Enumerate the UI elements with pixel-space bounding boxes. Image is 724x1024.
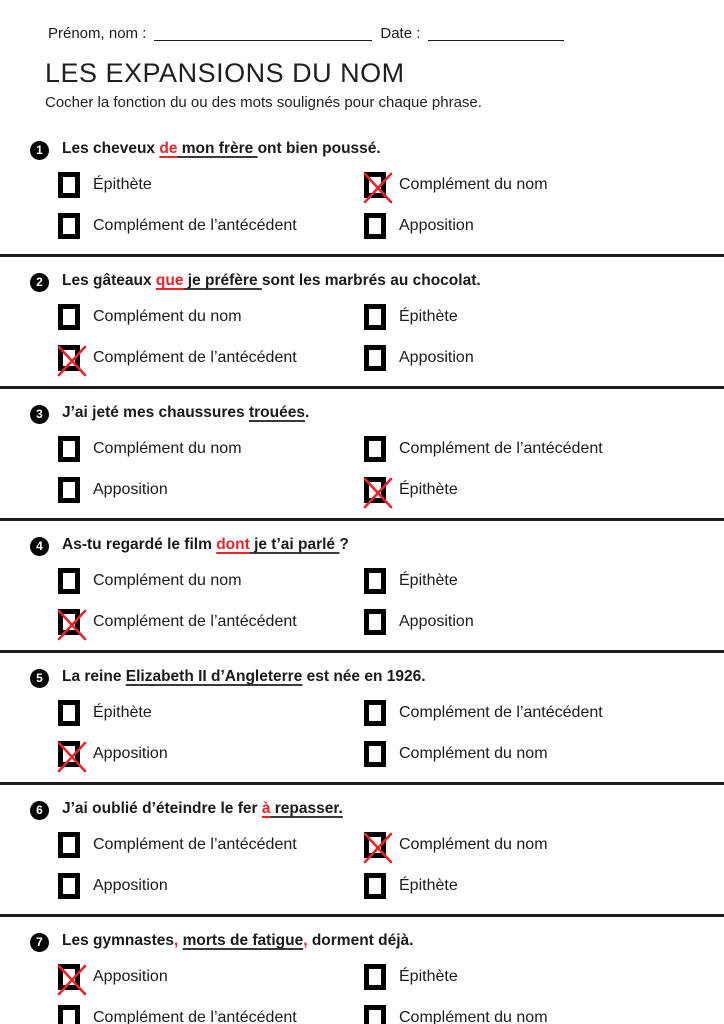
question-sentence: [62, 402, 309, 424]
header-row: [0, 0, 724, 42]
question-sentence: [62, 930, 413, 952]
checkbox-checked[interactable]: [364, 477, 386, 503]
sentence-segment: dont: [216, 536, 250, 553]
option-item[interactable]: [364, 873, 724, 899]
question-sentence-row: [30, 138, 724, 160]
option-item[interactable]: [58, 172, 364, 198]
checkbox-unchecked[interactable]: [364, 436, 386, 462]
sentence-segment: ont bien poussé.: [257, 140, 381, 157]
option-label: Complément du nom: [93, 440, 242, 457]
question-block: [0, 917, 724, 1024]
checkbox-unchecked[interactable]: [364, 609, 386, 635]
question-number-badge: 3: [30, 405, 49, 424]
question-sentence: [62, 138, 381, 160]
option-item[interactable]: [58, 964, 364, 990]
option-label: Épithète: [399, 308, 458, 325]
sentence-segment: de: [159, 140, 178, 157]
option-item[interactable]: [58, 477, 364, 503]
option-label: Complément de l’antécédent: [93, 613, 297, 630]
sentence-segment: ,: [303, 932, 308, 949]
sentence-segment: .: [304, 404, 310, 421]
option-item[interactable]: [364, 832, 724, 858]
option-item[interactable]: [364, 1005, 724, 1024]
option-label: Apposition: [399, 349, 474, 366]
sentence-segment: je préfère: [183, 272, 262, 289]
sentence-segment: morts de fatigue: [182, 932, 304, 949]
question-sentence-row: [30, 930, 724, 952]
option-label: Complément de l’antécédent: [93, 217, 297, 234]
option-item[interactable]: [58, 345, 364, 371]
option-label: Épithète: [93, 704, 152, 721]
option-item[interactable]: [364, 964, 724, 990]
checkbox-unchecked[interactable]: [58, 568, 80, 594]
checkbox-unchecked[interactable]: [58, 213, 80, 239]
page-title: LES EXPANSIONS DU NOM: [45, 58, 405, 88]
checkbox-unchecked[interactable]: [58, 832, 80, 858]
question-options: [58, 436, 724, 503]
question-sentence: [62, 798, 343, 820]
question-block: [0, 785, 724, 917]
question-options: [58, 568, 724, 635]
option-label: Apposition: [93, 877, 168, 894]
option-label: Épithète: [399, 572, 458, 589]
checkbox-checked[interactable]: [58, 964, 80, 990]
date-write-line[interactable]: [428, 25, 564, 41]
red-x-icon: [55, 343, 89, 379]
checkbox-unchecked[interactable]: [58, 1005, 80, 1024]
question-options: [58, 304, 724, 371]
option-item[interactable]: [58, 568, 364, 594]
option-label: Complément de l’antécédent: [399, 440, 603, 457]
option-label: Épithète: [399, 968, 458, 985]
option-item[interactable]: [364, 568, 724, 594]
red-x-icon: [55, 739, 89, 775]
red-x-icon: [361, 170, 395, 206]
sentence-segment: sont les marbrés au chocolat.: [261, 272, 481, 289]
option-item[interactable]: [364, 172, 724, 198]
sentence-segment: que: [155, 272, 184, 289]
question-sentence-row: [30, 666, 724, 688]
option-label: Épithète: [399, 481, 458, 498]
question-number-badge: 6: [30, 801, 49, 820]
page-subtitle: Cocher la fonction du ou des mots soulignés pour chaque phrase.: [45, 94, 482, 111]
option-item[interactable]: [364, 700, 724, 726]
option-label: Épithète: [93, 176, 152, 193]
sentence-segment: mon frère: [177, 140, 258, 157]
date-label: Date :: [380, 25, 421, 42]
checkbox-unchecked[interactable]: [364, 873, 386, 899]
option-label: Apposition: [93, 481, 168, 498]
sentence-segment: La reine: [62, 668, 126, 685]
red-x-icon: [55, 607, 89, 643]
checkbox-checked[interactable]: [58, 345, 80, 371]
question-sentence-row: [30, 402, 724, 424]
question-block: [0, 257, 724, 389]
checkbox-unchecked[interactable]: [58, 477, 80, 503]
checkbox-checked[interactable]: [364, 172, 386, 198]
option-label: Apposition: [93, 745, 168, 762]
option-label: Complément du nom: [399, 836, 548, 853]
question-options: [58, 172, 724, 239]
checkbox-unchecked[interactable]: [58, 436, 80, 462]
questions: [0, 125, 724, 1024]
option-label: Complément de l’antécédent: [93, 836, 297, 853]
option-item[interactable]: [58, 436, 364, 462]
sentence-segment: je t’ai parlé: [249, 536, 340, 553]
option-label: Complément du nom: [93, 308, 242, 325]
red-x-icon: [361, 830, 395, 866]
question-number-badge: 2: [30, 273, 49, 292]
red-x-icon: [361, 475, 395, 511]
question-options: [58, 700, 724, 767]
sentence-segment: Les gymnastes: [62, 932, 174, 949]
question-number-badge: 4: [30, 537, 49, 556]
checkbox-unchecked[interactable]: [58, 304, 80, 330]
option-label: Épithète: [399, 877, 458, 894]
option-label: Complément du nom: [399, 1009, 548, 1024]
option-item[interactable]: [58, 1005, 364, 1024]
sentence-segment: As-tu regardé le film: [62, 536, 217, 553]
question-number-badge: 1: [30, 141, 49, 160]
sentence-segment: ,: [174, 932, 179, 949]
question-sentence-row: [30, 798, 724, 820]
sentence-segment: ?: [339, 536, 349, 553]
question-number-badge: 5: [30, 669, 49, 688]
sentence-segment: Les cheveux: [62, 140, 160, 157]
name-label: Prénom, nom :: [48, 25, 147, 42]
checkbox-unchecked[interactable]: [364, 741, 386, 767]
option-label: Apposition: [93, 968, 168, 985]
option-label: Complément de l’antécédent: [93, 1009, 297, 1024]
question-block: [0, 653, 724, 785]
checkbox-unchecked[interactable]: [364, 568, 386, 594]
question-sentence-row: [30, 270, 724, 292]
checkbox-unchecked[interactable]: [58, 873, 80, 899]
sentence-segment: repasser.: [270, 800, 343, 817]
checkbox-unchecked[interactable]: [364, 1005, 386, 1024]
question-options: [58, 964, 724, 1024]
checkbox-unchecked[interactable]: [364, 964, 386, 990]
checkbox-unchecked[interactable]: [364, 700, 386, 726]
option-item[interactable]: [58, 700, 364, 726]
question-block: [0, 521, 724, 653]
question-sentence-row: [30, 534, 724, 556]
option-item[interactable]: [58, 873, 364, 899]
option-item[interactable]: [58, 213, 364, 239]
question-sentence: [62, 270, 481, 292]
option-item[interactable]: [364, 477, 724, 503]
option-item[interactable]: [58, 832, 364, 858]
checkbox-unchecked[interactable]: [58, 172, 80, 198]
option-label: Apposition: [399, 613, 474, 630]
sentence-segment: J’ai oublié d’éteindre le fer: [62, 800, 262, 817]
sentence-segment: est née en 1926.: [302, 668, 426, 685]
checkbox-unchecked[interactable]: [58, 700, 80, 726]
option-item[interactable]: [364, 345, 724, 371]
question-sentence: [62, 534, 349, 556]
option-label: Complément du nom: [93, 572, 242, 589]
option-item[interactable]: [364, 304, 724, 330]
option-label: Complément du nom: [399, 745, 548, 762]
sentence-segment: à: [261, 800, 271, 817]
checkbox-checked[interactable]: [58, 609, 80, 635]
option-item[interactable]: [364, 436, 724, 462]
option-item[interactable]: [364, 609, 724, 635]
option-label: Apposition: [399, 217, 474, 234]
question-options: [58, 832, 724, 899]
name-write-line[interactable]: [154, 25, 372, 41]
checkbox-checked[interactable]: [58, 741, 80, 767]
checkbox-unchecked[interactable]: [364, 213, 386, 239]
sentence-segment: Elizabeth II d’Angleterre: [125, 668, 303, 685]
checkbox-checked[interactable]: [364, 832, 386, 858]
question-sentence: [62, 666, 426, 688]
option-item[interactable]: [364, 213, 724, 239]
option-item[interactable]: [58, 741, 364, 767]
checkbox-unchecked[interactable]: [364, 345, 386, 371]
option-item[interactable]: [364, 741, 724, 767]
option-label: Complément de l’antécédent: [399, 704, 603, 721]
question-block: [0, 125, 724, 257]
sentence-segment: Les gâteaux: [62, 272, 156, 289]
sentence-segment: J’ai jeté mes chaussures: [62, 404, 249, 421]
sentence-segment: dorment déjà.: [307, 932, 414, 949]
option-label: Complément du nom: [399, 176, 548, 193]
checkbox-unchecked[interactable]: [364, 304, 386, 330]
option-item[interactable]: [58, 304, 364, 330]
question-number-badge: 7: [30, 933, 49, 952]
option-item[interactable]: [58, 609, 364, 635]
question-block: [0, 389, 724, 521]
sentence-segment: trouées: [248, 404, 305, 421]
red-x-icon: [55, 962, 89, 998]
option-label: Complément de l’antécédent: [93, 349, 297, 366]
